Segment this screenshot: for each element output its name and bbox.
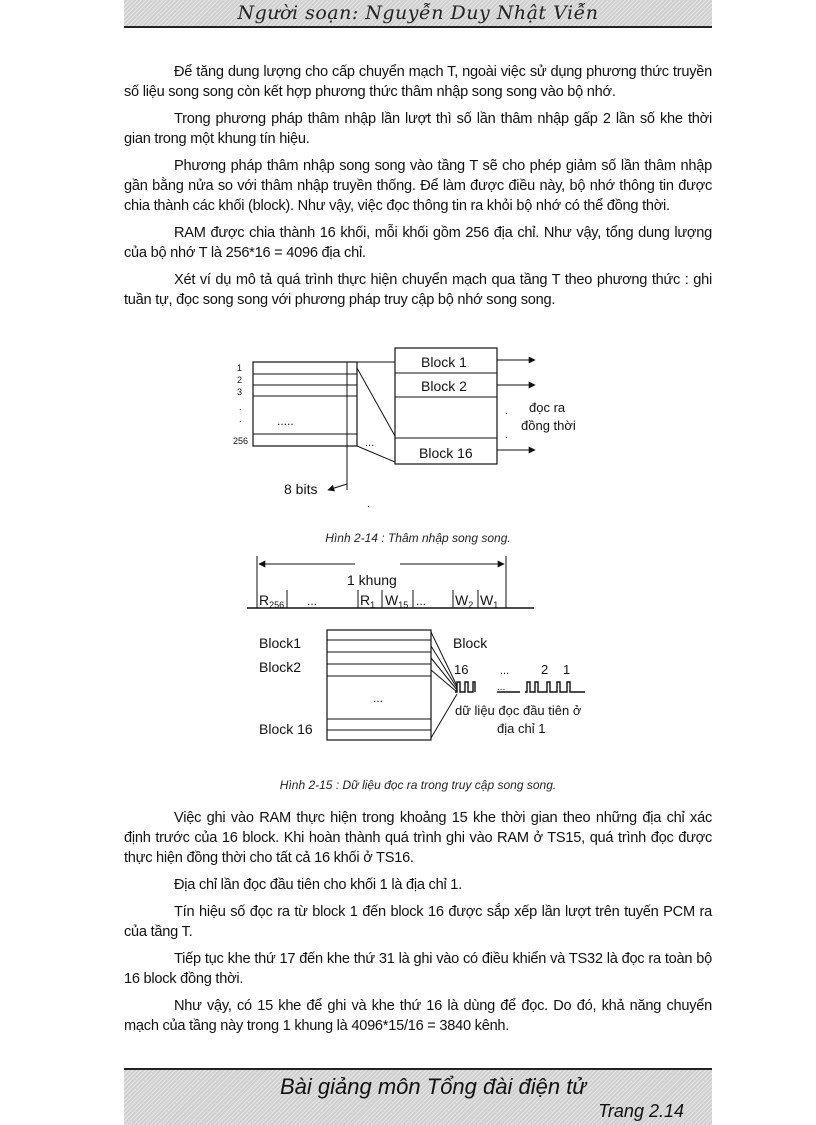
row-label: 1 [237,363,243,373]
page-header [124,0,712,28]
pulse-label: 2 [541,662,549,677]
paragraph: Tín hiệu số đọc ra từ block 1 đến block 16 được sắp xếp lần lượt trên tuyến PCM ra của tầng T. [124,904,712,940]
row-label: 2 [237,375,243,385]
paragraph: Để tăng dung lượng cho cấp chuyển mạch T, ngoài việc sử dụng phương thức truyền số liệu song song còn kết hợp phương thức thâm nhập song song vào bộ nhớ. [124,64,712,100]
block-label: Block2 [259,659,302,675]
bits-label: 8 bits [284,481,318,497]
block-label: Block1 [259,635,302,651]
bits-arrow [328,484,347,490]
stray-dot: . [367,499,370,510]
paragraph: Địa chỉ lần đọc đầu tiên cho khối 1 là địa chỉ 1. [174,877,462,893]
block-label: Block 1 [421,354,467,370]
figure-caption: Hình 2-14 : Thâm nhập song song. [325,531,511,545]
block-memory [327,630,431,740]
figure-caption: Hình 2-15 : Dữ liệu đọc ra trong truy cập song song. [279,778,557,792]
author-line: Người soạn: Nguyễn Duy Nhật Viễn [237,2,599,24]
slot-w1: $W_1$ [480,592,499,610]
funnel-line [431,694,457,738]
read-label: đọc ra [529,400,566,415]
frame-label: 1 khung [347,572,397,588]
read-label: đồng thời [521,418,576,433]
memory-ellipsis: ... [373,691,384,705]
page-number: Trang 2.14 [598,1101,684,1121]
connector-diag [357,368,395,436]
row-label: 256 [233,436,249,446]
paragraph: Phương pháp thâm nhập song song vào tầng T sẽ cho phép giảm số lần thâm nhập gần bằng nửa so với thâm nhập truyền thống. Để làm được điều này, bộ nhớ thông tin được chia thành các khối (block). Như vậy, việc đọc thông tin ra khỏi bộ nhớ có thể đồng thời. [124,158,712,214]
pulse-ellipsis: ... [500,665,510,677]
block-label: Block 16 [419,445,473,461]
memory-ellipsis: ..... [277,414,294,428]
pulse-label: 16 [454,662,469,677]
block-label: Block 2 [421,378,467,394]
pulse-label: 1 [563,662,571,677]
row-label: . [239,414,242,424]
figure-parallel-read-out [235,552,615,742]
row-label: 3 [237,387,243,397]
connector-bottom [357,446,395,462]
paragraph: Việc ghi vào RAM thực hiện trong khoảng 15 khe thời gian theo những địa chỉ xác định trước của 16 block. Khi hoàn thành quá trình ghi vào RAM ở TS15, quá trình đọc được thực hiện đồng thời cho tất cả 16 khối ở TS16. [124,810,712,866]
block-label: Block 16 [259,721,313,737]
course-title: Bài giảng môn Tổng đài điện tử [280,1074,587,1099]
dots-vertical: . [505,430,508,441]
figure-parallel-access [225,340,605,520]
dots-vertical: . [505,406,508,417]
out-block-label: Block [453,635,488,651]
row-label: . [239,402,242,412]
slot-ellipsis: ... [416,594,427,608]
slot-w2: $W_2$ [455,592,474,610]
slot-ellipsis: ... [307,594,318,608]
page-footer [124,1068,712,1125]
body-text-top [124,62,712,317]
paragraph: Như vậy, có 15 khe để ghi và khe thứ 16 là dùng để đọc. Do đó, khả năng chuyển mạch của tầng này trong 1 khung là 4096*15/16 = 3840 kênh. [124,998,712,1034]
out-label: địa chỉ 1 [497,721,546,736]
paragraph: RAM được chia thành 16 khối, mỗi khối gồm 256 địa chỉ. Như vậy, tổng dung lượng của bộ nhớ T là 256*16 = 4096 địa chỉ. [124,225,712,261]
paragraph: Xét ví dụ mô tả quá trình thực hiện chuyển mạch qua tầng T theo phương thức : ghi tuần tự, đọc song song với phương pháp truy cập bộ nhớ song song. [124,272,712,308]
paragraph: Trong phương pháp thâm nhập lần lượt thì số lần thâm nhập gấp 2 lần số khe thời gian trong một khung tín hiệu. [124,111,712,147]
pulse-train [455,682,585,692]
body-text-bottom [124,808,712,1043]
paragraph: Tiếp tục khe thứ 17 đến khe thứ 31 là ghi vào có điều khiển và TS32 là đọc ra toàn bộ 16 block đồng thời. [124,951,712,987]
between-ellipsis: ... [365,437,375,449]
pulse-ellipsis-low: ... [497,682,506,693]
slot-r256: $R_{256}$ [259,592,285,610]
memory-array [253,362,357,490]
out-label: dữ liệu đọc đầu tiên ở [455,703,582,718]
slot-r1: $R_1$ [360,592,376,610]
slot-w15: $W_{15}$ [385,592,409,610]
